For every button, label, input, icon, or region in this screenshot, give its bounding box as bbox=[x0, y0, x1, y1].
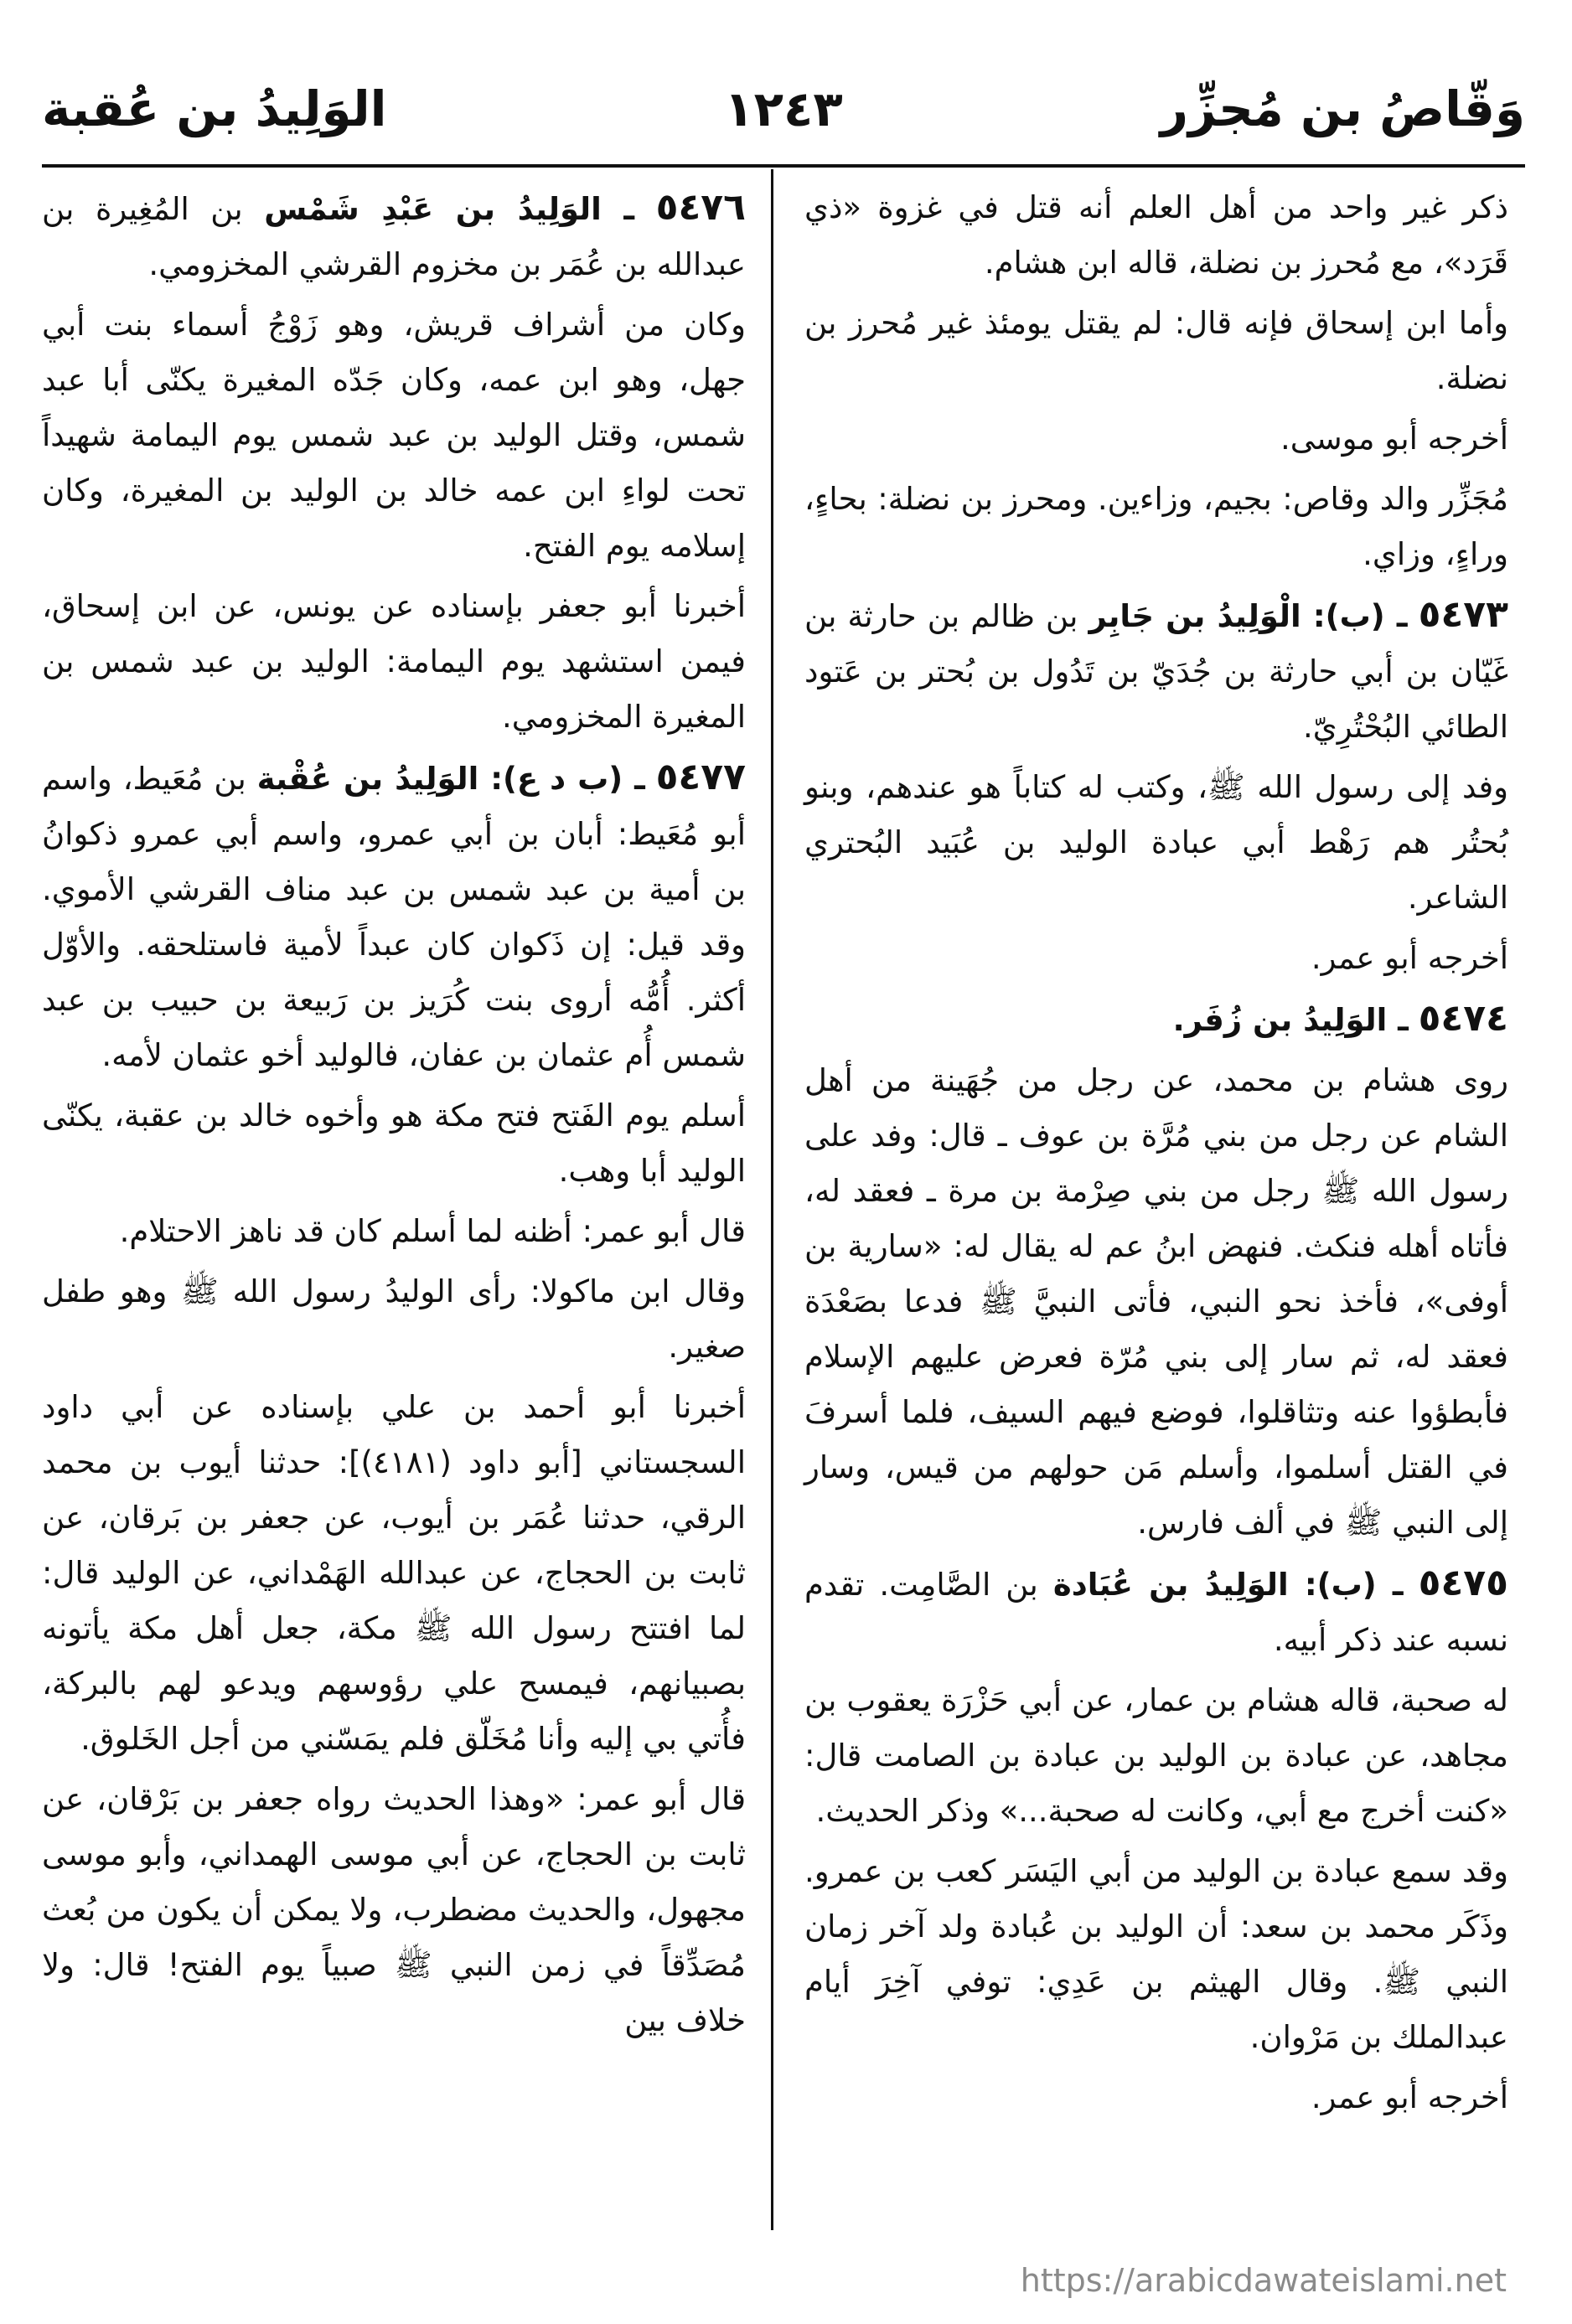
entry bbox=[42, 180, 746, 292]
entry bbox=[42, 750, 746, 1083]
paragraph: أخرجه أبو موسى. bbox=[1280, 421, 1508, 457]
left-column bbox=[42, 180, 746, 2053]
paragraph: ذكر غير واحد من أهل العلم أنه قتل في غزوة «ذي قَرَد»، مع مُحرز بن نضلة، قاله ابن هشام. bbox=[804, 189, 1508, 281]
running-title-right: وَقّاصُ بن مُجزِّر bbox=[1160, 80, 1525, 137]
entry bbox=[804, 587, 1508, 755]
paragraph: له صحبة، قاله هشام بن عمار، عن أبي حَزْرَة يعقوب بن مجاهد، عن عبادة بن الوليد بن عبادة بن الصامت قال: «كنت أخرج مع أبي، وكانت له صحبة...» وذكر الحديث. bbox=[804, 1682, 1508, 1829]
entry-number: ٥٤٧٥ bbox=[1418, 1562, 1509, 1604]
right-column bbox=[804, 180, 1508, 2130]
entry bbox=[804, 1556, 1508, 1668]
paragraph: أخرجه أبو عمر. bbox=[1311, 940, 1508, 976]
paragraph: وقال ابن ماكولا: رأى الوليدُ رسول الله ﷺ وهو طفل صغير. bbox=[42, 1273, 746, 1365]
paragraph: قال أبو عمر: «وهذا الحديث رواه جعفر بن بَرْقان، عن ثابت بن الحجاج، عن أبي موسى الهمداني، وأبو موسى مجهول، والحديث مضطرب، ولا يمكن أن يكون من بُعث مُصَدِّقاً في زمن النبي ﷺ صبياً يوم الفتح! قال: ولا خلاف بين bbox=[42, 1781, 746, 2038]
paragraph: وأما ابن إسحاق فإنه قال: لم يقتل يومئذ غير مُحرز بن نضلة. bbox=[804, 305, 1508, 396]
column-divider bbox=[771, 169, 773, 2230]
watermark-url: https://arabicdawateislami.net bbox=[1020, 2262, 1507, 2299]
paragraph: أخرجه أبو عمر. bbox=[1311, 2079, 1508, 2115]
entry-heading: ـ الوَلِيدُ بن زُفَر. bbox=[1172, 1002, 1409, 1038]
entry-text: بن ظالم بن حارثة بن غَيّان بن أبي حارثة بن جُدَيّ بن تَدُول بن بُحتر بن عَتود الطائي البُحْتُرِيّ. bbox=[804, 598, 1508, 745]
paragraph: وقد سمع عبادة بن الوليد من أبي اليَسَر كعب بن عمرو. وذَكَر محمد بن سعد: أن الوليد بن عُبادة ولد آخر زمان النبي ﷺ. وقال الهيثم بن عَدِي: توفي آخِرَ أيام عبدالملك بن مَرْوان. bbox=[804, 1853, 1508, 2055]
paragraph: مُجَزِّر والد وقاص: بجيم، وزاءين. ومحرز بن نضلة: بحاءٍ، وراءٍ، وزاي. bbox=[804, 481, 1508, 572]
paragraph: وفد إلى رسول الله ﷺ، وكتب له كتاباً هو عندهم، وبنو بُحتُر هم رَهْط أبي عبادة الوليد بن عُبَيد البُحتري الشاعر. bbox=[804, 769, 1508, 916]
header-rule bbox=[42, 164, 1525, 168]
entry bbox=[804, 991, 1508, 1048]
entry-number: ٥٤٧٤ bbox=[1418, 997, 1508, 1040]
entry-number: ٥٤٧٦ bbox=[655, 186, 747, 229]
paragraph: أخبرنا أبو جعفر بإسناده عن يونس، عن ابن إسحاق، فيمن استشهد يوم اليمامة: الوليد بن عبد شمس بن المغيرة المخزومي. bbox=[42, 588, 746, 735]
paragraph: قال أبو عمر: أظنه لما أسلم كان قد ناهز الاحتلام. bbox=[119, 1213, 746, 1249]
entry-text: بن المُغِيرة بن عبدالله بن عُمَر بن مخزوم القرشي المخزومي. bbox=[42, 191, 746, 282]
entry-text: بن مُعَيط، واسم أبو مُعَيط: أبان بن أبي عمرو، واسم أبي عمرو ذكوانُ بن أمية بن عبد شمس بن عبد مناف القرشي الأموي. وقد قيل: إن ذَكوان كان عبداً لأمية فاستلحقه. والأوّل أكثر. أُمُّه أروى بنت كُرَيز بن رَبيعة بن حبيب بن عبد شمس أُم عثمان بن عفان، فالوليد أخو عثمان لأمه. bbox=[42, 761, 746, 1073]
paragraph: أسلم يوم الفَتح فتح مكة هو وأخوه خالد بن عقبة، يكنّى الوليد أبا وهب. bbox=[42, 1097, 746, 1189]
page-header bbox=[42, 67, 1525, 159]
paragraph: أخبرنا أبو أحمد بن علي بإسناده عن أبي داود السجستاني [أبو داود (٤١٨١)]: حدثنا أيوب بن محمد الرقي، حدثنا عُمَر بن أيوب، عن جعفر بن بَرقان، عن ثابت بن الحجاج، عن عبدالله الهَمْداني، عن الوليد قال: لما افتتح رسول الله ﷺ مكة، جعل أهل مكة يأتونه بصبيانهم، فيمسح علي رؤوسهم ويدعو لهم بالبركة، فأُتي بي إليه وأنا مُخَلّق فلم يمَسّني من أجل الخَلوق. bbox=[42, 1389, 746, 1757]
entry-text: بن الصَّامِت. تقدم نسبه عند ذكر أبيه. bbox=[804, 1567, 1508, 1658]
paragraph: روى هشام بن محمد، عن رجل من جُهَينة من أهل الشام عن رجل من بني مُرَّة بن عوف ـ قال: وفد على رسول الله ﷺ رجل من بني صِرْمة بن مرة ـ فعقد له، فأتاه أهله فنكث. فنهض ابنُ عم له يقال له: «سارية بن أوفى»، فأخذ نحو النبي، فأتى النبيَّ ﷺ فدعا بصَعْدَة فعقد له، ثم سار إلى بني مُرّة فعرض عليهم الإسلام فأبطؤوا عنه وتثاقلوا، فوضع فيهم السيف، فلما أسرفَ في القتل أسلموا، وأسلم مَن حولهم من قيس، وسار إلى النبي ﷺ في ألف فارس. bbox=[804, 1062, 1508, 1541]
entry-heading: ـ (ب د ع): الوَلِيدُ بن عُقْبة bbox=[256, 761, 645, 797]
entry-number: ٥٤٧٣ bbox=[1418, 593, 1509, 636]
page-number: ١٢٤٣ bbox=[724, 80, 843, 137]
entry-heading: ـ (ب): الْوَلِيدُ بن جَابِر bbox=[1089, 598, 1408, 634]
entry-heading: ـ الوَلِيدُ بن عَبْدِ شَمْس bbox=[264, 191, 635, 227]
paragraph: وكان من أشراف قريش، وهو زَوْجُ أسماء بنت أبي جهل، وهو ابن عمه، وكان جَدّه المغيرة يكنّى أبا عبد شمس، وقتل الوليد بن عبد شمس يوم اليمامة شهيداً تحت لواءِ ابن عمه خالد بن الوليد بن المغيرة، وكان إسلامه يوم الفتح. bbox=[42, 307, 746, 564]
running-title-left: الوَلِيدُ بن عُقبة bbox=[42, 80, 387, 137]
entry-heading: ـ (ب): الوَلِيدُ بن عُبَادة bbox=[1052, 1567, 1404, 1603]
entry-number: ٥٤٧٧ bbox=[655, 756, 746, 798]
